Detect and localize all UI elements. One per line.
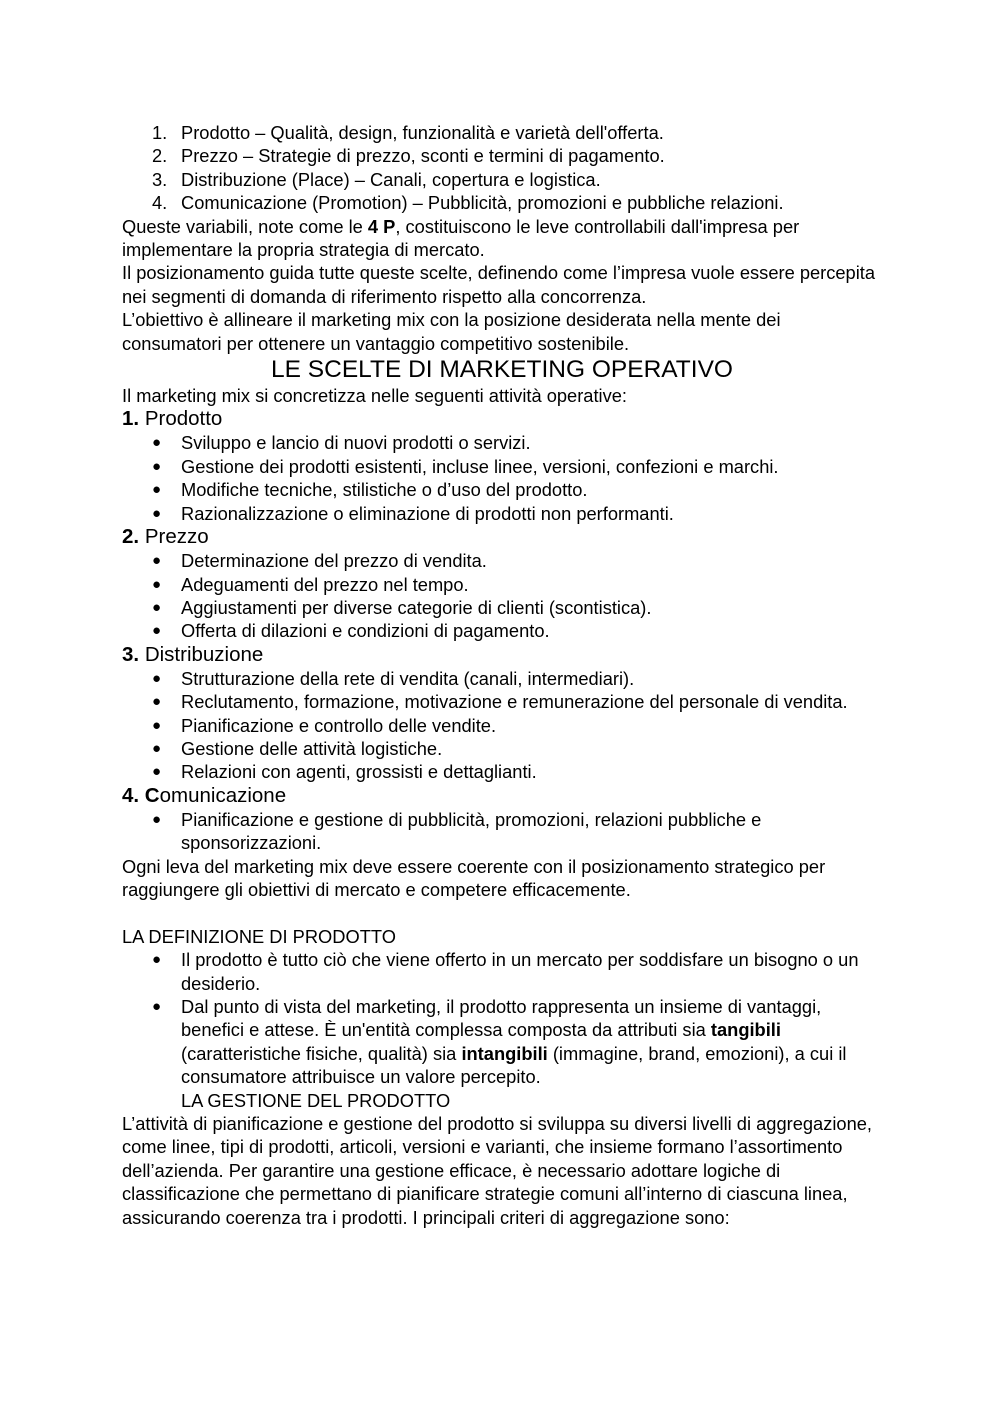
bullet-icon: ● xyxy=(152,552,162,570)
list-number: 3. xyxy=(152,168,168,190)
section-title-gestione: LA GESTIONE DEL PRODOTTO xyxy=(181,1089,451,1111)
bullet-icon: ● xyxy=(152,669,162,687)
document-body xyxy=(122,121,882,1229)
bullet-list-comunicazione xyxy=(122,808,882,855)
bullet-icon: ● xyxy=(152,457,162,475)
list-item: ● Offerta di dilazioni e condizioni di pagamento. xyxy=(152,620,550,642)
list-item: ● Sviluppo e lancio di nuovi prodotti o servizi. xyxy=(152,432,531,454)
paragraph-operativo-intro: Il marketing mix si concretizza nelle seguenti attività operative: xyxy=(122,385,627,407)
paragraph-gestione: L’attività di pianificazione e gestione del prodotto si sviluppa su diversi livelli di aggregazione, come linee, tipi di prodotti, articoli, versioni e varianti, che insieme formano l’assortimento dell’azienda. Per garantire una gestione efficace, è necessario adottare logiche di classificazione che permettano di pianificare strategie comuni all’interno di ciascuna linea, assicurando coerenza tra i prodotti. I principali criteri di aggregazione sono: xyxy=(122,1113,872,1228)
paragraph-operativo-closing: Ogni leva del marketing mix deve essere coerente con il posizionamento strategico per raggiungere gli obiettivi di mercato e competere efficacemente. xyxy=(122,855,826,900)
bullet-icon: ● xyxy=(152,693,162,711)
four-p-list xyxy=(122,121,882,215)
list-item: ● Razionalizzazione o eliminazione di prodotti non performanti. xyxy=(152,502,674,524)
bullet-icon: ● xyxy=(152,622,162,640)
section-title-operativo: LE SCELTE DI MARKETING OPERATIVO xyxy=(271,356,733,384)
bold-4p: 4 P xyxy=(367,215,396,237)
list-item: ● Strutturazione della rete di vendita (canali, intermediari). xyxy=(152,667,635,689)
bullet-icon: ● xyxy=(152,739,162,757)
group-heading-prezzo: 2. Prezzo xyxy=(122,525,209,549)
list-item: ● Pianificazione e gestione di pubblicità, promozioni, relazioni pubbliche e sponsorizzazioni. xyxy=(152,808,762,854)
paragraph-objective: L’obiettivo è allineare il marketing mix con la posizione desiderata nella mente dei consumatori per ottenere un vantaggio competitivo sostenibile. xyxy=(122,309,781,354)
list-item: ● Pianificazione e controllo delle vendite. xyxy=(152,714,497,736)
list-item xyxy=(122,168,882,191)
group-heading-comunicazione: 4. Comunicazione xyxy=(122,783,287,807)
bullet-icon: ● xyxy=(152,598,162,616)
bullet-icon: ● xyxy=(152,997,162,1015)
paragraph-positioning: Il posizionamento guida tutte queste scelte, definendo come l’impresa vuole essere percepita nei segmenti di domanda di riferimento rispetto alla concorrenza. xyxy=(122,262,876,307)
list-item: ● Reclutamento, formazione, motivazione e remunerazione del personale di vendita. xyxy=(152,691,848,713)
bullet-list-definizione xyxy=(122,948,882,1088)
bullet-icon: ● xyxy=(152,716,162,734)
list-item: ● Determinazione del prezzo di vendita. xyxy=(152,550,487,572)
bullet-icon: ● xyxy=(152,575,162,593)
list-item: ● Adeguamenti del prezzo nel tempo. xyxy=(152,573,469,595)
list-number: 1. xyxy=(152,122,168,143)
list-item-text: Prodotto – Qualità, design, funzionalità e varietà dell'offerta. xyxy=(181,122,664,143)
list-item: ● Modifiche tecniche, stilistiche o d’uso del prodotto. xyxy=(152,479,588,501)
bullet-icon: ● xyxy=(152,481,162,499)
bold-intangibili: intangibili xyxy=(461,1042,548,1064)
list-number: 2. xyxy=(152,145,168,167)
list-item-text: Distribuzione (Place) – Canali, copertura e logistica. xyxy=(181,168,601,190)
list-item: ● Il prodotto è tutto ciò che viene offerto in un mercato per soddisfare un bisogno o un desiderio. xyxy=(152,949,859,994)
bullet-icon: ● xyxy=(152,504,162,522)
group-heading-distribuzione: 3. Distribuzione xyxy=(122,642,264,666)
bullet-list-prezzo xyxy=(122,549,882,643)
list-item-text: Prezzo – Strategie di prezzo, sconti e termini di pagamento. xyxy=(181,145,665,167)
bullet-icon: ● xyxy=(152,951,162,969)
bold-tangibili: tangibili xyxy=(710,1019,781,1041)
list-item-text: Comunicazione (Promotion) – Pubblicità, promozioni e pubbliche relazioni. xyxy=(181,192,784,214)
bullet-icon: ● xyxy=(152,434,162,452)
bullet-icon: ● xyxy=(152,763,162,781)
list-item: ● Gestione delle attività logistiche. xyxy=(152,737,443,759)
blank-line xyxy=(122,901,882,924)
list-item: ● Gestione dei prodotti esistenti, incluse linee, versioni, confezioni e marchi. xyxy=(152,455,779,477)
bullet-icon: ● xyxy=(152,810,162,828)
list-item: ● Relazioni con agenti, grossisti e dettaglianti. xyxy=(152,761,537,783)
list-item xyxy=(122,144,882,167)
list-item xyxy=(122,121,882,144)
section-title-definizione: LA DEFINIZIONE DI PRODOTTO xyxy=(122,925,396,947)
list-item xyxy=(122,191,882,214)
group-heading-prodotto: 1. Prodotto xyxy=(122,407,223,431)
list-item: ● Aggiustamenti per diverse categorie di clienti (scontistica). xyxy=(152,596,652,618)
list-item: ● Dal punto di vista del marketing, il prodotto rappresenta un insieme di vantaggi, benefici e attese. È un'entità complessa composta da attributi sia tangibili (caratteristiche fisiche, qualità) sia intangibili (immagine, brand, emozioni), a cui il consumatore attribuisce un valore percepito. xyxy=(152,995,847,1088)
list-number: 4. xyxy=(152,192,168,214)
bullet-list-distribuzione xyxy=(122,667,882,784)
bullet-list-prodotto xyxy=(122,431,882,525)
paragraph-4p: Queste variabili, note come le 4 P, costituiscono le leve controllabili dall'impresa per implementare la propria strategia di mercato. xyxy=(122,215,800,261)
